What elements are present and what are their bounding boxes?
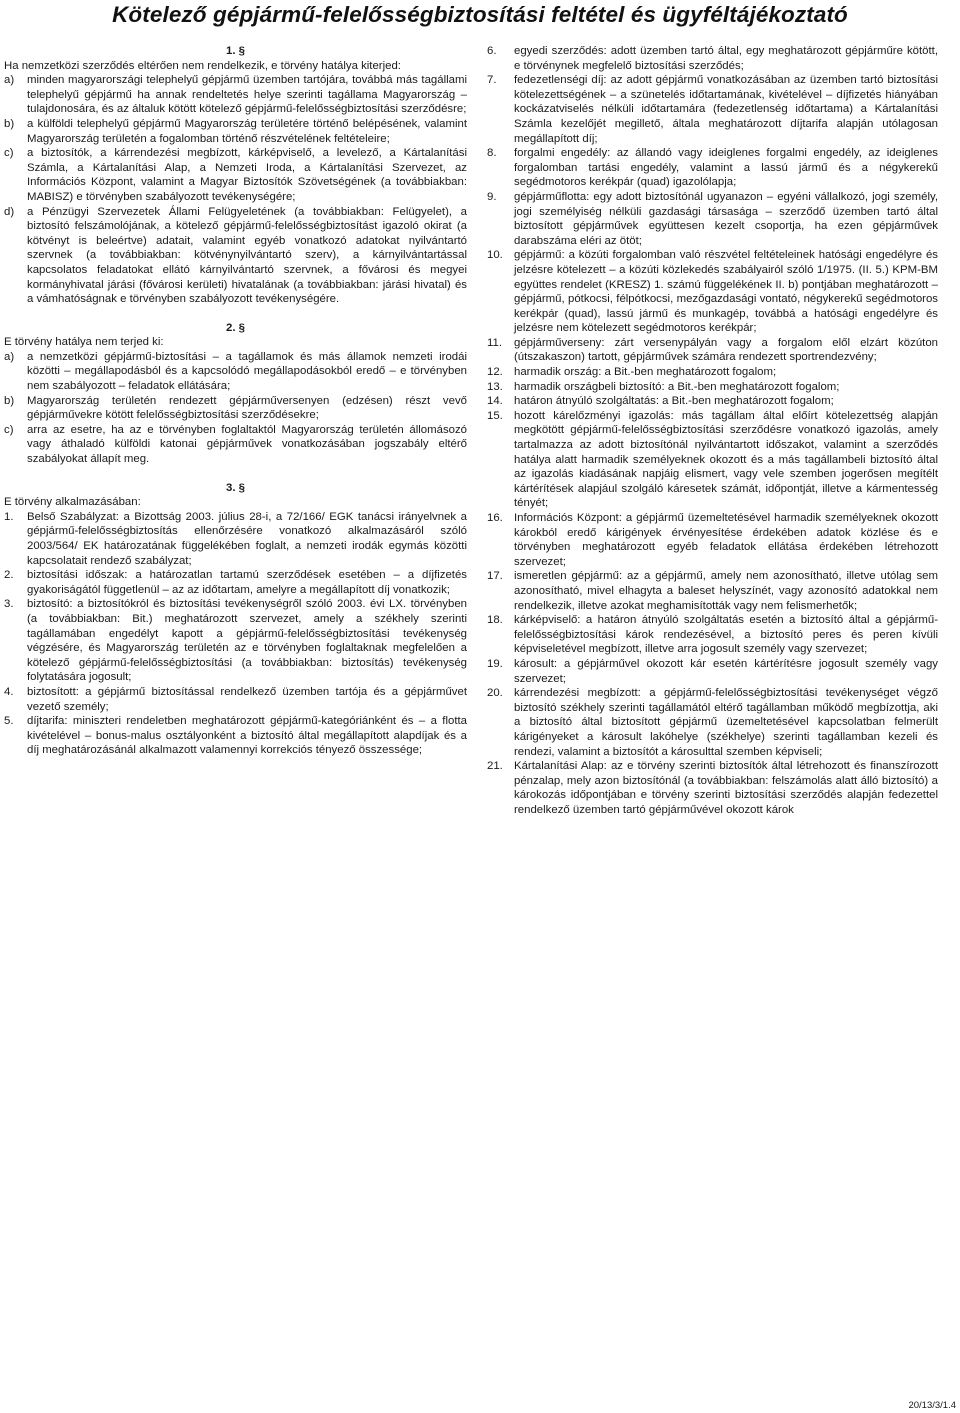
item-text: kárrendezési megbízott: a gépjármű-felelősségbiztosítási tevékenységet végző biztosító székhely szerinti tagállamától eltérő tagállamban működő megbízottja, aki a biztosító által biztosított gépjármű üzemeltetésével kapcsolatban felmerült kárigényeket a károsult lakóhelye (székhelye) szerinti tagállamban kezeli és rendezi, valamint a biztosítót a károsulttal szemben képviseli; — [514, 687, 938, 758]
list-item — [487, 146, 938, 190]
section-2-heading: 2. § — [226, 321, 245, 334]
item-text: harmadik ország: a Bit.-ben meghatározott fogalom; — [514, 366, 777, 379]
item-text: forgalmi engedély: az állandó vagy ideiglenes forgalmi engedély, az ideiglenes forgalomban tartási engedély, valamint a lassú jármű és a négykerekű segédmotoros kerékpár (quad) igazolólapja; — [514, 147, 938, 189]
list-item — [4, 714, 467, 758]
list-item — [487, 657, 938, 686]
left-column — [4, 44, 467, 758]
item-label: d) — [4, 205, 15, 218]
list-item — [4, 146, 467, 204]
item-label: 8. — [487, 147, 497, 160]
item-label: 12. — [487, 366, 503, 379]
list-item — [487, 569, 938, 613]
list-item — [487, 190, 938, 248]
item-text: biztosított: a gépjármű biztosítással rendelkező üzemben tartója és a gépjárművet vezető személy; — [27, 685, 467, 713]
item-text: kárképviselő: a határon átnyúló szolgáltatás esetén a biztosító által a gépjármű-felelősségbiztosítási károk rendezésével, a biztosító peres és peren kívüli képviseletével megbízott, illetve arra jogosult személy vagy szervezet; — [514, 614, 938, 656]
list-item — [487, 336, 938, 365]
item-label: 17. — [487, 570, 503, 583]
item-text: biztosítási időszak: a határozatlan tartamú szerződések esetében – a díjfizetés gyakoriságától függetlenül – az az időtartam, amelyre a megállapított díj vonatkozik; — [27, 569, 467, 596]
item-label: 4. — [4, 685, 14, 698]
list-item — [487, 380, 938, 395]
section-2-intro: E törvény hatálya nem terjed ki: — [4, 336, 164, 349]
item-text: károsult: a gépjárművel okozott kár esetén kártérítésre jogosult személy vagy szervezet; — [514, 657, 938, 685]
item-text: díjtarifa: miniszteri rendeletben meghatározott gépjármű-kategóriánként és – a flotta kivételével – bonus-malus osztályonként a biztosító által megállapított alapdíjak és a díj meghatározásánál alkalmazott valamennyi korrekciós tényező összessége; — [27, 715, 467, 757]
list-item — [487, 613, 938, 657]
item-label: 13. — [487, 380, 503, 393]
list-item — [4, 117, 467, 146]
item-label: 9. — [487, 190, 497, 203]
list-item — [4, 597, 467, 685]
item-text: gépjárműflotta: egy adott biztosítónál ugyanazon – egyéni vállalkozó, jogi személy, jogi személyiség nélküli gazdasági társasága – szerződő üzemben tartó által biztosított gépjárművek együttesen kezelt csoportja, ha ezen gépjárművek darabszáma eléri az ötöt; — [514, 190, 938, 247]
list-item — [4, 394, 467, 423]
section-3-heading: 3. § — [226, 481, 245, 494]
item-text: fedezetlenségi díj: az adott gépjármű vonatkozásában az üzemben tartó biztosítási kötelezettségének – a szünetelés időtartamának, kivételével – díjfizetés hiányában kockázatviselés nélküli időtartamára (fedezetlenség időtartama) a Kártalanítási Számla kezelőjét megillető, általa meghatározott díjtarifa alapján utólagosan megállapított díj; — [514, 74, 938, 145]
list-item — [487, 759, 938, 817]
list-item — [487, 686, 938, 759]
item-text: gépjármű: a közúti forgalomban való részvétel feltételeinek hatósági engedélyre és jelzésre kötelezett – a közúti közlekedés szabályairól szóló 1/1975. (II. 5.) KPM-BM együttes rendelet (KRESZ) 1. számú függelékének II. b) pontjában meghatározott – gépjármű, pótkocsi, félpótkocsi, mezőgazdasági vontató, négykerekű segédmotoros kerékpár (quad), lassú jármű és munkagép, továbbá a hatósági engedélyre és jelzésre nem kötelezett segédmotoros kerékpár; — [514, 249, 938, 335]
item-label: a) — [4, 74, 15, 87]
item-text: minden magyarországi telephelyű gépjármű üzemben tartójára, továbbá más tagállami telephelyű gépjármű ha annak rendeltetés helye szerinti tagállama Magyarország – tulajdonosára, és az általuk kötött kötelező gépjármű-felelősségbiztosítási szerződésre; — [27, 74, 467, 116]
item-label: 11. — [487, 336, 502, 349]
item-label: 15. — [487, 409, 503, 422]
list-item — [487, 511, 938, 569]
item-text: a nemzetközi gépjármű-biztosítási – a tagállamok és más államok nemzeti irodái közötti – megállapodásból és a kapcsolódó megállapodásokból eredő – e törvényben nem szabályozott – feladatok ellátására; — [27, 350, 467, 393]
list-item — [4, 423, 467, 467]
item-label: 10. — [487, 249, 503, 262]
item-label: 14. — [487, 395, 503, 408]
section-1-heading: 1. § — [226, 45, 245, 57]
item-text: gépjárműverseny: zárt versenypályán vagy a forgalom elől elzárt közúton (útszakaszon) tartott, gépjárművek számára rendezett sportrendezvény; — [514, 336, 938, 364]
item-label: 6. — [487, 45, 497, 57]
item-text: a Pénzügyi Szervezetek Állami Felügyeletének (a továbbiakban: Felügyelet), a biztosító felszámolójának, a kötelező gépjármű-felelősségbiztosítást igazoló okirat (a kötvényt is beleértve) adatait, valamint egyéb vonatkozó adatokat nyilvántartó szervnek (a továbbiakban: kötvénynyilvántartó szerv), a kárnyilvántartással kapcsolatos feladatokat ellátó kárnyilvántartó szervnek, a fővárosi és megyei kormányhivatal járási (fővárosi kerületi) hivatalának (a továbbiakban: járási hivatal) és a vámhatóságnak e törvényben szabályozott tevékenységére. — [27, 205, 467, 306]
list-item — [4, 685, 467, 714]
item-label: 1. — [4, 510, 14, 523]
item-text: a külföldi telephelyű gépjármű Magyarország területére történő belépésének, valamint Magyarország területén a fogalomban történő részvételének feltételeire; — [27, 117, 467, 145]
item-label: 21. — [487, 760, 503, 773]
list-item — [487, 248, 938, 336]
item-text: határon átnyúló szolgáltatás: a Bit.-ben meghatározott fogalom; — [514, 395, 834, 408]
right-column — [487, 44, 938, 817]
section-3-intro: E törvény alkalmazásában: — [4, 496, 141, 509]
item-label: 20. — [487, 687, 503, 700]
item-label: c) — [4, 423, 14, 436]
item-text: Kártalanítási Alap: az e törvény szerinti biztosítók által létrehozott és finanszírozott pénzalap, mely azon biztosítónál (a továbbiakban: felszámolás alatt álló biztosító) a károkozás időpontjában e törvény szerinti biztosítási szerződés alapján fedezettel rendelkező üzemben tartó gépjárművével okozott károk — [514, 760, 938, 816]
list-item — [4, 205, 467, 307]
list-item — [487, 394, 938, 409]
list-item — [487, 365, 938, 380]
item-label: 3. — [4, 598, 14, 611]
page-number: 20/13/3/1.4 — [908, 1400, 956, 1411]
item-text: Magyarország területén rendezett gépjárműversenyen (edzésen) részt vevő gépjárművekre kötött felelősségbiztosítási szerződésekre; — [27, 394, 467, 422]
list-item — [487, 44, 938, 73]
page-title: Kötelező gépjármű-felelősségbiztosítási feltétel és ügyféltájékoztató — [112, 2, 848, 27]
item-label: 19. — [487, 657, 503, 670]
item-text: hozott kárelőzményi igazolás: más tagállam által előírt kötelezettség alapján megkötött gépjármű-felelősségbiztosítási szerződésre vonatkozó igazolás, amely tartalmazza az adott biztosítónál nyilvántartott időszakot, valamint a szerződés hatálya alatt harmadik személyeknek okozott és a más tagállambeli biztosító által az igazolás kiadásának napjáig elismert, vagy vele szemben jogerősen megítélt kártérítések alapjául szolgáló káresetek számát, időpontját, illetve a kármentesség tényét; — [514, 409, 938, 510]
item-label: 5. — [4, 715, 14, 728]
item-text: biztosító: a biztosítókról és biztosítási tevékenységről szóló 2003. évi LX. törvényben (a továbbiakban: Bit.) meghatározott szervezet, amely a székhely szerinti tagállamában engedélyt kapott a gépjármű-felelősségbiztosítási tevékenység végzésére, és Magyarország területén az e törvényben foglaltaknak megfelelően a kötelező gépjármű-felelősségbiztosítási (a továbbiakban: biztosítás) tevékenység folytatására jogosult; — [27, 598, 467, 684]
item-text: Információs Központ: a gépjármű üzemeltetésével harmadik személyeknek okozott károkból eredő kárigények érvényesítése érdekében adatok közlése és e törvényben meghatározott egyéb feladatok ellátása érdekében létrehozott szervezet; — [514, 512, 938, 568]
list-item — [487, 73, 938, 146]
list-item — [4, 73, 467, 117]
item-label: 16. — [487, 512, 503, 524]
item-text: Belső Szabályzat: a Bizottság 2003. július 28-i, a 72/166/ EGK tanácsi irányelvnek a gépjármű-felelősségbiztosítás ellenőrzésére vonatkozó alkalmazásáról szóló 2003/564/ EK határozatának függelékében foglalt, a nemzeti irodák egymás közötti kapcsolatait rendező szabályzat; — [27, 510, 467, 567]
item-text: arra az esetre, ha az e törvényben foglaltaktól Magyarország területén állomásozó vagy áthaladó külföldi katonai gépjárművek vonatkozásában jogszabály eltérő szabályokat állapít meg. — [27, 423, 467, 466]
section-1-intro: Ha nemzetközi szerződés eltérően nem rendelkezik, e törvény hatálya kiterjed: — [4, 59, 401, 72]
item-text: egyedi szerződés: adott üzemben tartó által, egy meghatározott gépjárműre kötött, e törvénynek megfelelő biztosítási szerződés; — [514, 45, 938, 72]
item-label: a) — [4, 350, 15, 363]
list-item — [4, 350, 467, 394]
item-label: c) — [4, 147, 14, 160]
list-item — [487, 409, 938, 511]
list-item — [4, 568, 467, 597]
item-label: 2. — [4, 569, 14, 582]
item-label: b) — [4, 117, 15, 130]
item-text: ismeretlen gépjármű: az a gépjármű, amely nem azonosítható, illetve utólag sem azonosítható, mivel elhagyta a baleset helyszínét, vagy azonosító adatokkal nem rendelkezik, illetve azokat meghamisították vagy nem felismerhetők; — [514, 570, 938, 612]
item-text: a biztosítók, a kárrendezési megbízott, kárképviselő, a levelező, a Kártalanítási Számla, a Kártalanítási Alap, a Nemzeti Iroda, a Kártalanítási Szervezet, az Információs Központ, valamint a Magyar Biztosítók Szövetségének (a továbbiakban: MABISZ) e törvényben szabályozott tevékenységére; — [27, 147, 467, 203]
item-text: harmadik országbeli biztosító: a Bit.-ben meghatározott fogalom; — [514, 380, 840, 393]
item-label: b) — [4, 394, 15, 407]
item-label: 7. — [487, 74, 497, 87]
item-label: 18. — [487, 614, 503, 627]
list-item — [4, 510, 467, 568]
